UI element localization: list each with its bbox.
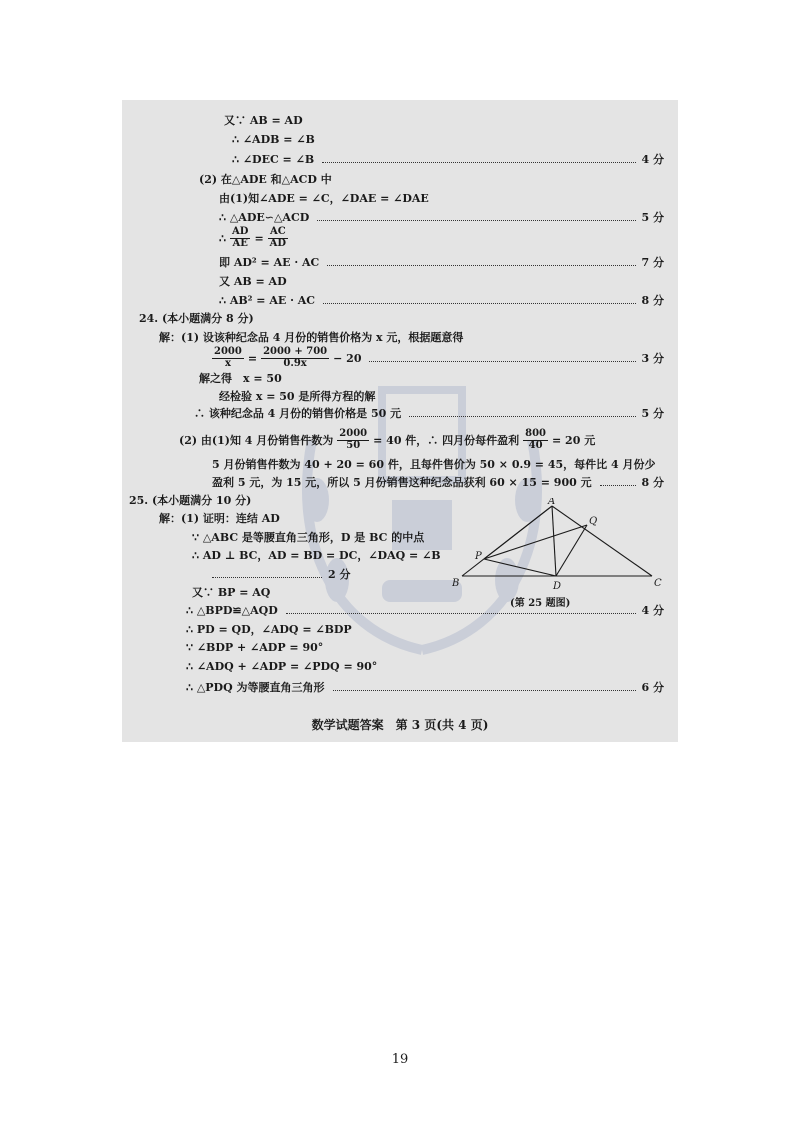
line-content [184,661,379,672]
line-text: 25. (本小题满分 10 分) [129,493,252,507]
fraction [212,347,244,369]
line-content [217,193,431,204]
line-text: ∴ △ADE∽△ACD [219,210,310,224]
line-text: ∴ ∠ADB = ∠B [232,132,315,146]
score-mark: 5 分 [641,210,664,224]
dotted-leader [322,162,635,163]
line-content [217,212,311,223]
line-prefix: ∴ [219,231,226,245]
answer-line [190,545,443,565]
segment-pd [484,559,556,576]
line-content [184,605,280,616]
line-content [190,550,443,561]
dotted-leader [286,613,636,614]
score-mark: 6 分 [641,680,664,694]
line-content [217,391,377,402]
line-text: ∴ 该种纪念品 4 月份的销售价格是 50 元 [194,406,402,420]
fraction [230,227,250,249]
dotted-leader [409,416,635,417]
answer-line [217,271,289,291]
answer-line [184,677,664,697]
segment-pa [484,506,552,559]
answer-line [217,252,664,272]
line-text: ∵ ∠BDP + ∠ADP = 90° [186,640,324,654]
score-mark: 5 分 [641,406,664,420]
fraction-numerator: AD [232,226,249,237]
answer-line [230,149,664,169]
score-mark: 4 分 [641,603,664,617]
line-text: 盈利 5 元，为 15 元，所以 5 月份销售这种纪念品获利 60 × 15 = 900 元 [212,475,592,489]
line-text: 解：(1) 设该种纪念品 4 月份的销售价格为 x 元，根据题意得 [159,330,464,344]
line-text: ∵ △ABC 是等腰直角三角形，D 是 BC 的中点 [192,530,425,544]
fraction-denominator: 0.9x [283,357,307,369]
answer-line [197,368,284,388]
fraction [268,227,288,249]
fraction-numerator: 2000 [339,428,368,439]
label-c: C [654,578,662,589]
line-text: ∴ △PDQ 为等腰直角三角形 [186,680,325,694]
line-text: ∴ PD = QD，∠ADQ = ∠BDP [186,622,352,636]
fraction-numerator: 2000 [214,346,242,357]
fraction-denominator: AD [269,237,287,249]
fraction-denominator: x [224,357,231,369]
answer-line [217,188,431,208]
label-b: B [452,578,460,589]
page-number: 19 [391,1052,409,1067]
line-content [157,332,465,343]
answer-line [217,290,664,310]
line-text: ∴ AD ⊥ BC，AD = BD = DC，∠DAQ = ∠B [192,548,441,562]
dotted-leader [327,265,635,266]
line-text: 经检验 x = 50 是所得方程的解 [219,389,376,403]
line-text: (2) 在△ADE 和△ACD 中 [199,172,332,186]
answer-line [190,582,272,602]
line-content [210,347,363,369]
answer-line [197,169,334,189]
line-text: 由(1)知∠ADE = ∠C，∠DAE = ∠DAE [219,191,429,205]
fraction-denominator: 40 [528,439,543,451]
line-content [222,115,305,126]
line-text: ∴ ∠ADQ + ∠ADP = ∠PDQ = 90° [186,659,378,673]
score-mark: 2 分 [328,567,351,581]
score-mark: 3 分 [641,351,664,365]
line-content [217,227,290,249]
answer-line [230,129,317,149]
line-content [217,295,317,306]
line-content [197,174,334,185]
segment-ad [552,506,556,576]
score-mark: 7 分 [641,255,664,269]
line-text: 又 AB = AD [219,274,287,288]
label-d: D [553,581,562,592]
scanned-answer-sheet [122,100,678,742]
line-content [184,682,327,693]
line-content [190,532,426,543]
line-content [127,495,253,506]
segment-qd [556,525,587,576]
line-content [197,373,284,384]
line-content [157,513,282,524]
answer-line [210,454,657,474]
answer-line [210,472,664,492]
label-q: Q [589,516,598,527]
sheet-footer: 数学试题答案 第 3 页(共 4 页) [311,718,489,732]
fraction-denominator: AE [232,237,248,249]
fraction-denominator: 50 [346,439,361,451]
line-content [230,134,317,145]
score-mark: 4 分 [641,152,664,166]
answer-line [190,527,426,547]
equals-sign: = [247,351,258,365]
score-mark: 8 分 [641,475,664,489]
line-text: 解：(1) 证明：连结 AD [159,511,280,525]
dotted-leader [369,361,635,362]
line-content [230,154,316,165]
fraction-numerator: AC [270,226,286,237]
line-text: 解之得 x = 50 [199,371,282,385]
line-suffix: − 20 [333,351,362,365]
line-text: ∴ AB² = AE · AC [219,293,316,307]
answer-line [192,403,664,423]
line-content [210,477,594,488]
line-content [184,642,325,653]
answer-line [137,308,256,328]
dotted-leader [333,690,636,691]
label-a: A [548,498,556,507]
answer-line [177,426,597,454]
answer-line [184,619,354,639]
dotted-leader [212,577,322,578]
answer-line [222,110,305,130]
segment-pq [484,525,587,559]
answer-line [184,637,325,657]
line-content [184,624,354,635]
line-middle: = 40 件，∴ 四月份每件盈利 [373,433,520,447]
line-content [217,257,321,268]
line-text: ∴ ∠DEC = ∠B [232,152,315,166]
line-prefix: (2) 由(1)知 4 月份销售件数为 [179,433,334,447]
equals-sign: = [254,231,264,245]
line-text: 5 月份销售件数为 40 + 20 = 60 件，且每件售价为 50 × 0.9 = 45，每件比 4 月份少 [212,457,656,471]
line-text: 又∵ AB = AD [224,113,303,127]
answer-line [127,490,253,510]
figure-caption: (第 25 题图) [510,598,571,609]
line-content [190,587,272,598]
dotted-leader [323,303,635,304]
line-content [177,429,597,451]
line-text: 24. (本小题满分 8 分) [139,311,254,325]
line-suffix: = 20 元 [552,433,596,447]
answer-line [157,508,282,528]
fraction [261,347,329,369]
geometry-figure [452,498,667,606]
answer-line [184,656,379,676]
line-text: 即 AD² = AE · AC [219,255,320,269]
segment-ac [552,506,652,576]
fraction [337,429,369,451]
line-text: ∴ △BPD≌△AQD [186,603,278,617]
line-text: 又∵ BP = AQ [192,585,271,599]
fraction-numerator: 800 [525,428,547,439]
label-p: P [475,551,482,562]
dotted-leader [600,485,636,486]
line-content [217,276,289,287]
answer-line [217,224,290,252]
dotted-leader [317,220,635,221]
fraction-numerator: 2000 + 700 [263,346,328,357]
line-content [192,408,403,419]
score-mark: 8 分 [641,293,664,307]
line-content [210,459,657,470]
line-content [137,313,256,324]
fraction [523,429,548,451]
